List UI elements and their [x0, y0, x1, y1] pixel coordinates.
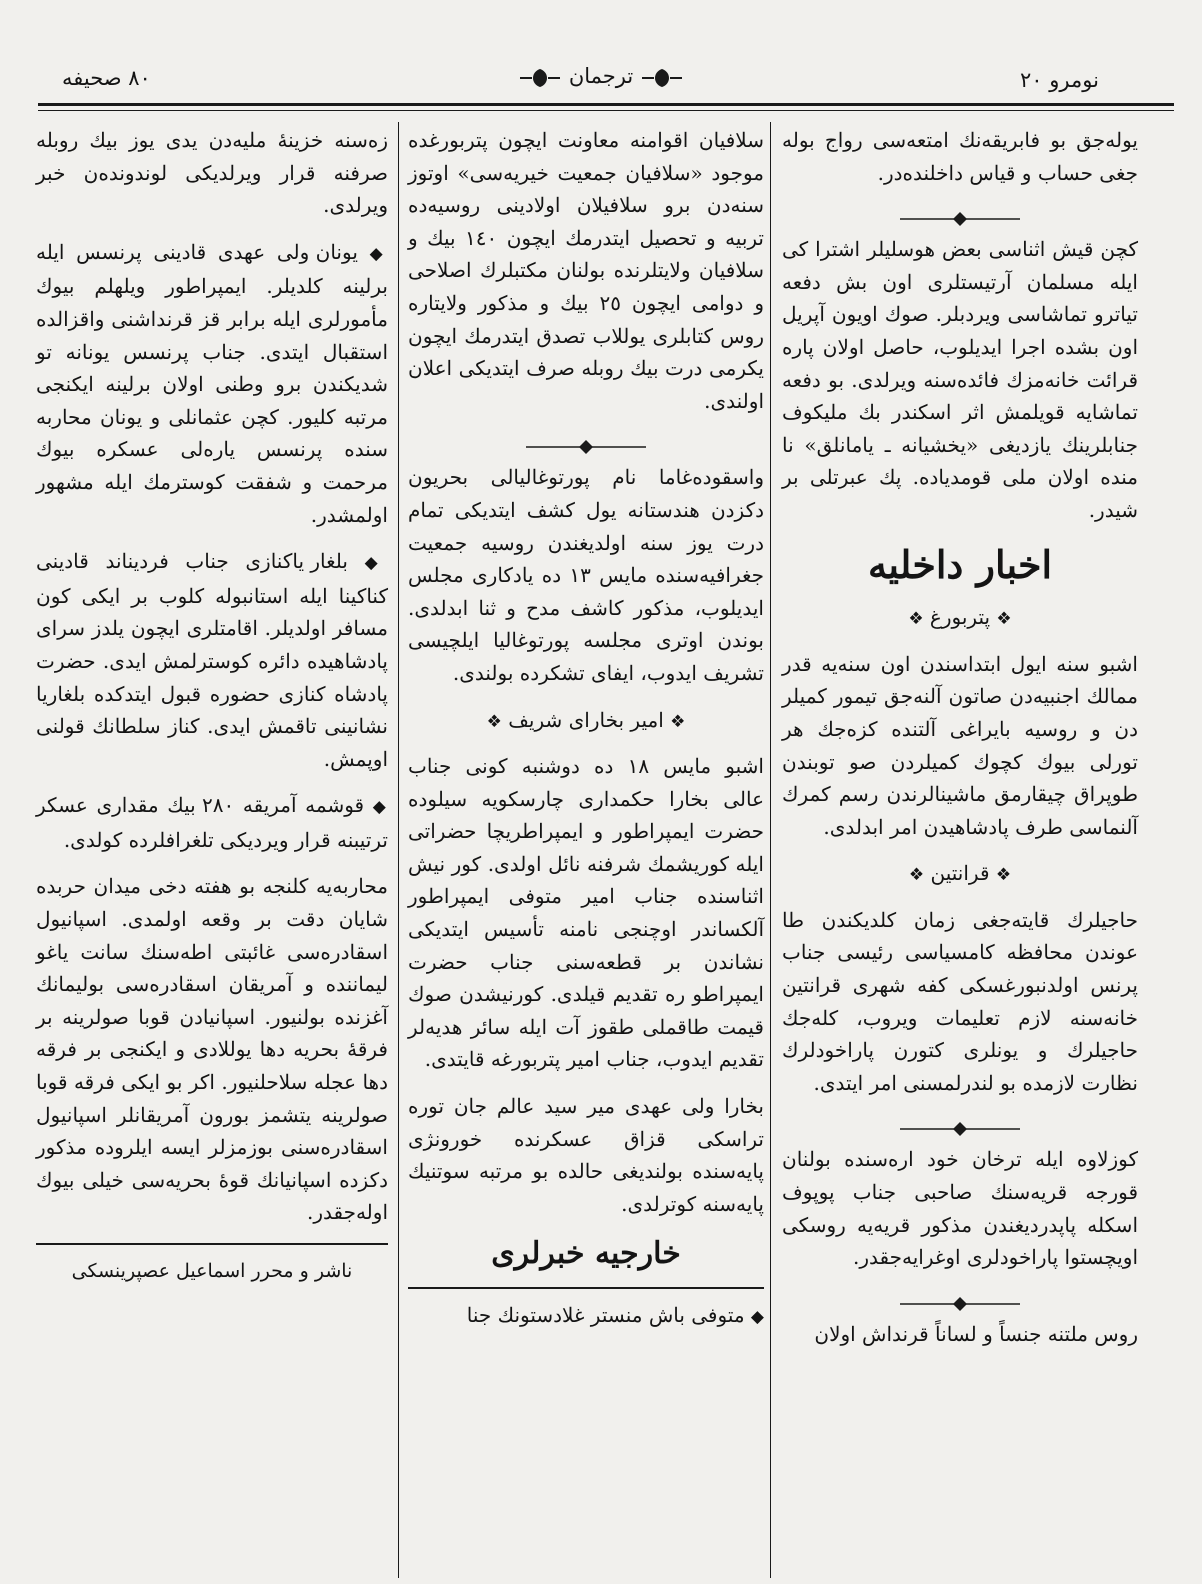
separator-ornament-icon — [782, 203, 1138, 219]
heading-ornament-icon: ❖ — [908, 609, 924, 630]
article-text: يوله‌جق بو فابريقه‌نك امتعه‌سى رواج بوله جغى حساب و قياس داخلنده‌در. — [782, 128, 1138, 185]
footer-rule — [36, 1243, 388, 1245]
article-text: روس ملتنه جنساً و لساناً قرنداش اولان — [814, 1321, 1138, 1346]
separator-ornament-icon — [408, 431, 764, 447]
subsection-heading: ❖ امير بخاراى شريف ❖ — [486, 707, 686, 732]
article-text: اشبو سنه ايول ابتداسندن اون سنه‌يه قدر ممالك اجنبيه‌دن صاتون آلنه‌جق تيمور كميلر دن و روسيه بايراغى آلتنده كزه‌جك هر تورلى بيوك كچوك كميلردن صو توبندن طوپراق چيقارمق ماشينالرندن رسم كمرك آلنماسى طرف پادشاهيدن امر ابدلدى. — [782, 651, 1138, 839]
column-right — [782, 124, 1138, 1364]
subsection-heading: ❖ پتربورغ ❖ — [908, 605, 1012, 630]
separator-ornament-icon — [782, 1288, 1138, 1304]
column-divider-left — [398, 122, 399, 1578]
article-text: ◆ يونان ولى عهدى قادينى پرنسس ايله برلينه كلديلر. ايمپراطور ويلهلم بيوك مأمورلرى ايله برابر قز قرنداشنى واقزالده استقبال ايتدى. جناب پرنسس يونانه تو شديكندن برو وطنى اولان برلينه ايكنجى مرتبه كليور. كچن عثمانلى و يونان محاربه سنده پرنسس ياره‌لى عسكره بيوك مرحمت و شفقت كوسترمك ايله مشهور اولمشدر. — [36, 239, 388, 527]
subsection-heading: ❖ قرانتين ❖ — [908, 861, 1012, 886]
header-rule-thin — [38, 110, 1174, 111]
article-text: حاجيلرك قايته‌جغى زمان كلديكندن طا عوندن محافظه كامسياسى رئيسى جناب پرنس اولدنبورغسكى كفه شهرى قرانتين خانه‌سنه لازم تعليمات ويروب، كله‌جك حاجيلرك و يونلرى كتورن پاراخودلرك نظارت لازمده بو لندرلمسنى امر ايتدى. — [782, 907, 1138, 1095]
right-ornament-icon — [518, 67, 562, 89]
article-text: ◆ قوشمه آمريقه ٢٨٠ بيك مقدارى عسكر ترتيبنه قرار ويرديكى تلغرافلرده كولدى. — [36, 793, 389, 852]
header-rule-thick — [38, 103, 1174, 106]
heading-ornament-icon: ❖ — [486, 711, 502, 732]
left-ornament-icon — [640, 67, 684, 89]
article-text: بخارا ولى عهدى مير سيد عالم جان توره تراسكى قزاق عسكرنده خورونژى پايه‌سنده بولنديغى حالده بو مرتبه سوتنيك پايه‌سنه كوترلدى. — [408, 1094, 764, 1216]
heading-ornament-icon: ❖ — [908, 865, 925, 886]
heading-ornament-icon: ❖ — [996, 609, 1012, 630]
heading-ornament-icon: ❖ — [670, 711, 686, 732]
article-text: محاربه‌يه كلنجه بو هفته دخى ميدان حربده شايان دقت بر وقعه اولمدى. اسپانيول اسقادره‌سى غائبتى اطه‌سنك سانت ياغو ليماننده و آمريقان اسقادره‌سى بوليمانك آغزنده بولنيور. اسپانيادن قوبا صولرينه بر فرقهٔ بحريه دها يوللادى و ايكنجى بر فرقه دها عجله سلاحلنيور. اكر بو ايكى فرقه قوبا صولرينه يتشمز بورون آمريقانلر اسپانيول اسقادره‌سنى بوزمزلر ايسه ايلروده مذكور دكزده اسپانيانك قوهٔ بحريه‌سى خيلى بيوك اوله‌جقدر. — [36, 874, 388, 1225]
column-divider-right — [770, 122, 771, 1578]
bullet-diamond-icon: ◆ — [369, 243, 388, 264]
bullet-diamond-icon: ◆ — [364, 553, 389, 574]
article-text: كوزلاوه ايله ترخان خود اره‌سنده بولنان قورجه قريه‌سنك صاحبى جناب پوپوف اسكله پاپدرديغندن مذكور قريه‌يه روسكى اويچستوا پاراخودلرى اوغرايه‌جقدر. — [782, 1147, 1138, 1270]
bullet-diamond-icon: ◆ — [372, 797, 389, 818]
column-middle — [408, 124, 764, 1348]
separator-ornament-icon — [782, 1113, 1138, 1129]
article-text: ◆ متوفى باش منستر غلادستونك جنا — [466, 1303, 764, 1327]
heading-ornament-icon: ❖ — [995, 865, 1012, 886]
masthead-title: ترجمان — [568, 64, 634, 88]
article-text: كچن قيش اثناسى بعض هوسليلر اشترا كى ايله مسلمان آرتيستلرى اون بش دفعه تياترو تماشاسى ويردبلر. صوك اويون آپريل اون بشده اجرا ايديلوب، حاصل اولان پاره قرائت خانه‌مزك فائده‌سنه ويرلدى. بو دفعه تماشايه قويلمش اثر اسكندر بك مليكوف جنابلرينك يازديغى «يخشيانه ـ يامانلق» نا منده اولان ملى قومدياده. پك عبرتلى بر شيدر. — [782, 237, 1138, 522]
article-text: واسقوده‌غاما نام پورتوغاليالى بحريون دكزدن هندستانه يول كشف ايتديكى تمام درت يوز سنه اولديغندن روسيه جمعيت جغرافيه‌سنده مايس ١٣ ده يادكارى مجلس ايديلوب، مذكور كاشف مدح و ثنا ابدلدى. بوندن اوترى مجلسه پورتوغاليا ايلچيسى تشريف ايدوب، ايفاى تشكرده بولندى. — [408, 465, 764, 685]
bullet-diamond-icon: ◆ — [750, 1307, 764, 1327]
publisher-footer: ناشر و محرر اسماعيل عصپرينسكى — [71, 1260, 353, 1282]
section-heading: خارجيه خبرلرى — [491, 1236, 681, 1272]
page-number: ٨٠ صحيفه — [62, 66, 151, 90]
section-heading: اخبار داخليه — [867, 541, 1053, 587]
article-text: اشبو مايس ١٨ ده دوشنبه كونى جناب عالى بخارا حكمدارى چارسكويه سيلوده حضرت ايمپراطور و ايمپراطريچا حضراتى ايله كوريشمك شرفنه نائل اولدى. كور نيش اثناسنده جناب امير متوفى ايمپراطور آلكساندر اوچنجى نامنه تأسيس ايتديكى نشاندن بر قطعه‌سنى جناب حضرت ايمپراطو ره تقديم قيلدى. كورنيشدن صوك قيمت طاقملى طقوز آت ايله سائر هديه‌لر تقديم ايدوب، جناب امير پتربورغه قايتدى. — [408, 754, 764, 1072]
article-text: زه‌سنه خزينهٔ مليه‌دن يدى يوز بيك روبله صرفنه قرار ويرلديكى لوندونده‌ن خبر ويرلدى. — [36, 128, 388, 218]
issue-number: نومرو ٢٠ — [1020, 68, 1099, 92]
column-left — [36, 124, 388, 1288]
masthead — [0, 64, 1202, 89]
section-rule — [408, 1287, 764, 1289]
article-text: ◆ بلغار ياكنازى جناب فرديناند قادينى كناكينا ايله استانبوله كلوب بر ايكى كون مسافر اولديلر. اقامتلرى ايچون يلدز سراى پادشاهيده دائره كوسترلمش ايدى. حضرت پادشاه كنازى حضوره قبول ايتدكده بلغاريا نشانينى تاقمش ايدى. كناز سلطانك قولنى اوپمش. — [36, 549, 389, 771]
article-text: سلافيان اقوامنه معاونت ايچون پتربورغده موجود «سلافيان جمعيت خيريه‌سى» اوتوز سنه‌دن برو سلافيلان اولادينى روسيه‌ده تربيه و تحصيل ايتدرمك ايچون ١٤٠ بيك و سلافيان ولايتلرنده بولنان مكتبلرك اصلاحى و دوامى ايچون ٢٥ بيك و مذكور ولايتاره روس كتابلرى يوللاب تصدق ايتدرمك ايچون يكرمى درت بيك روبله صرف ايتديكى اعلان اولندى. — [408, 128, 764, 413]
